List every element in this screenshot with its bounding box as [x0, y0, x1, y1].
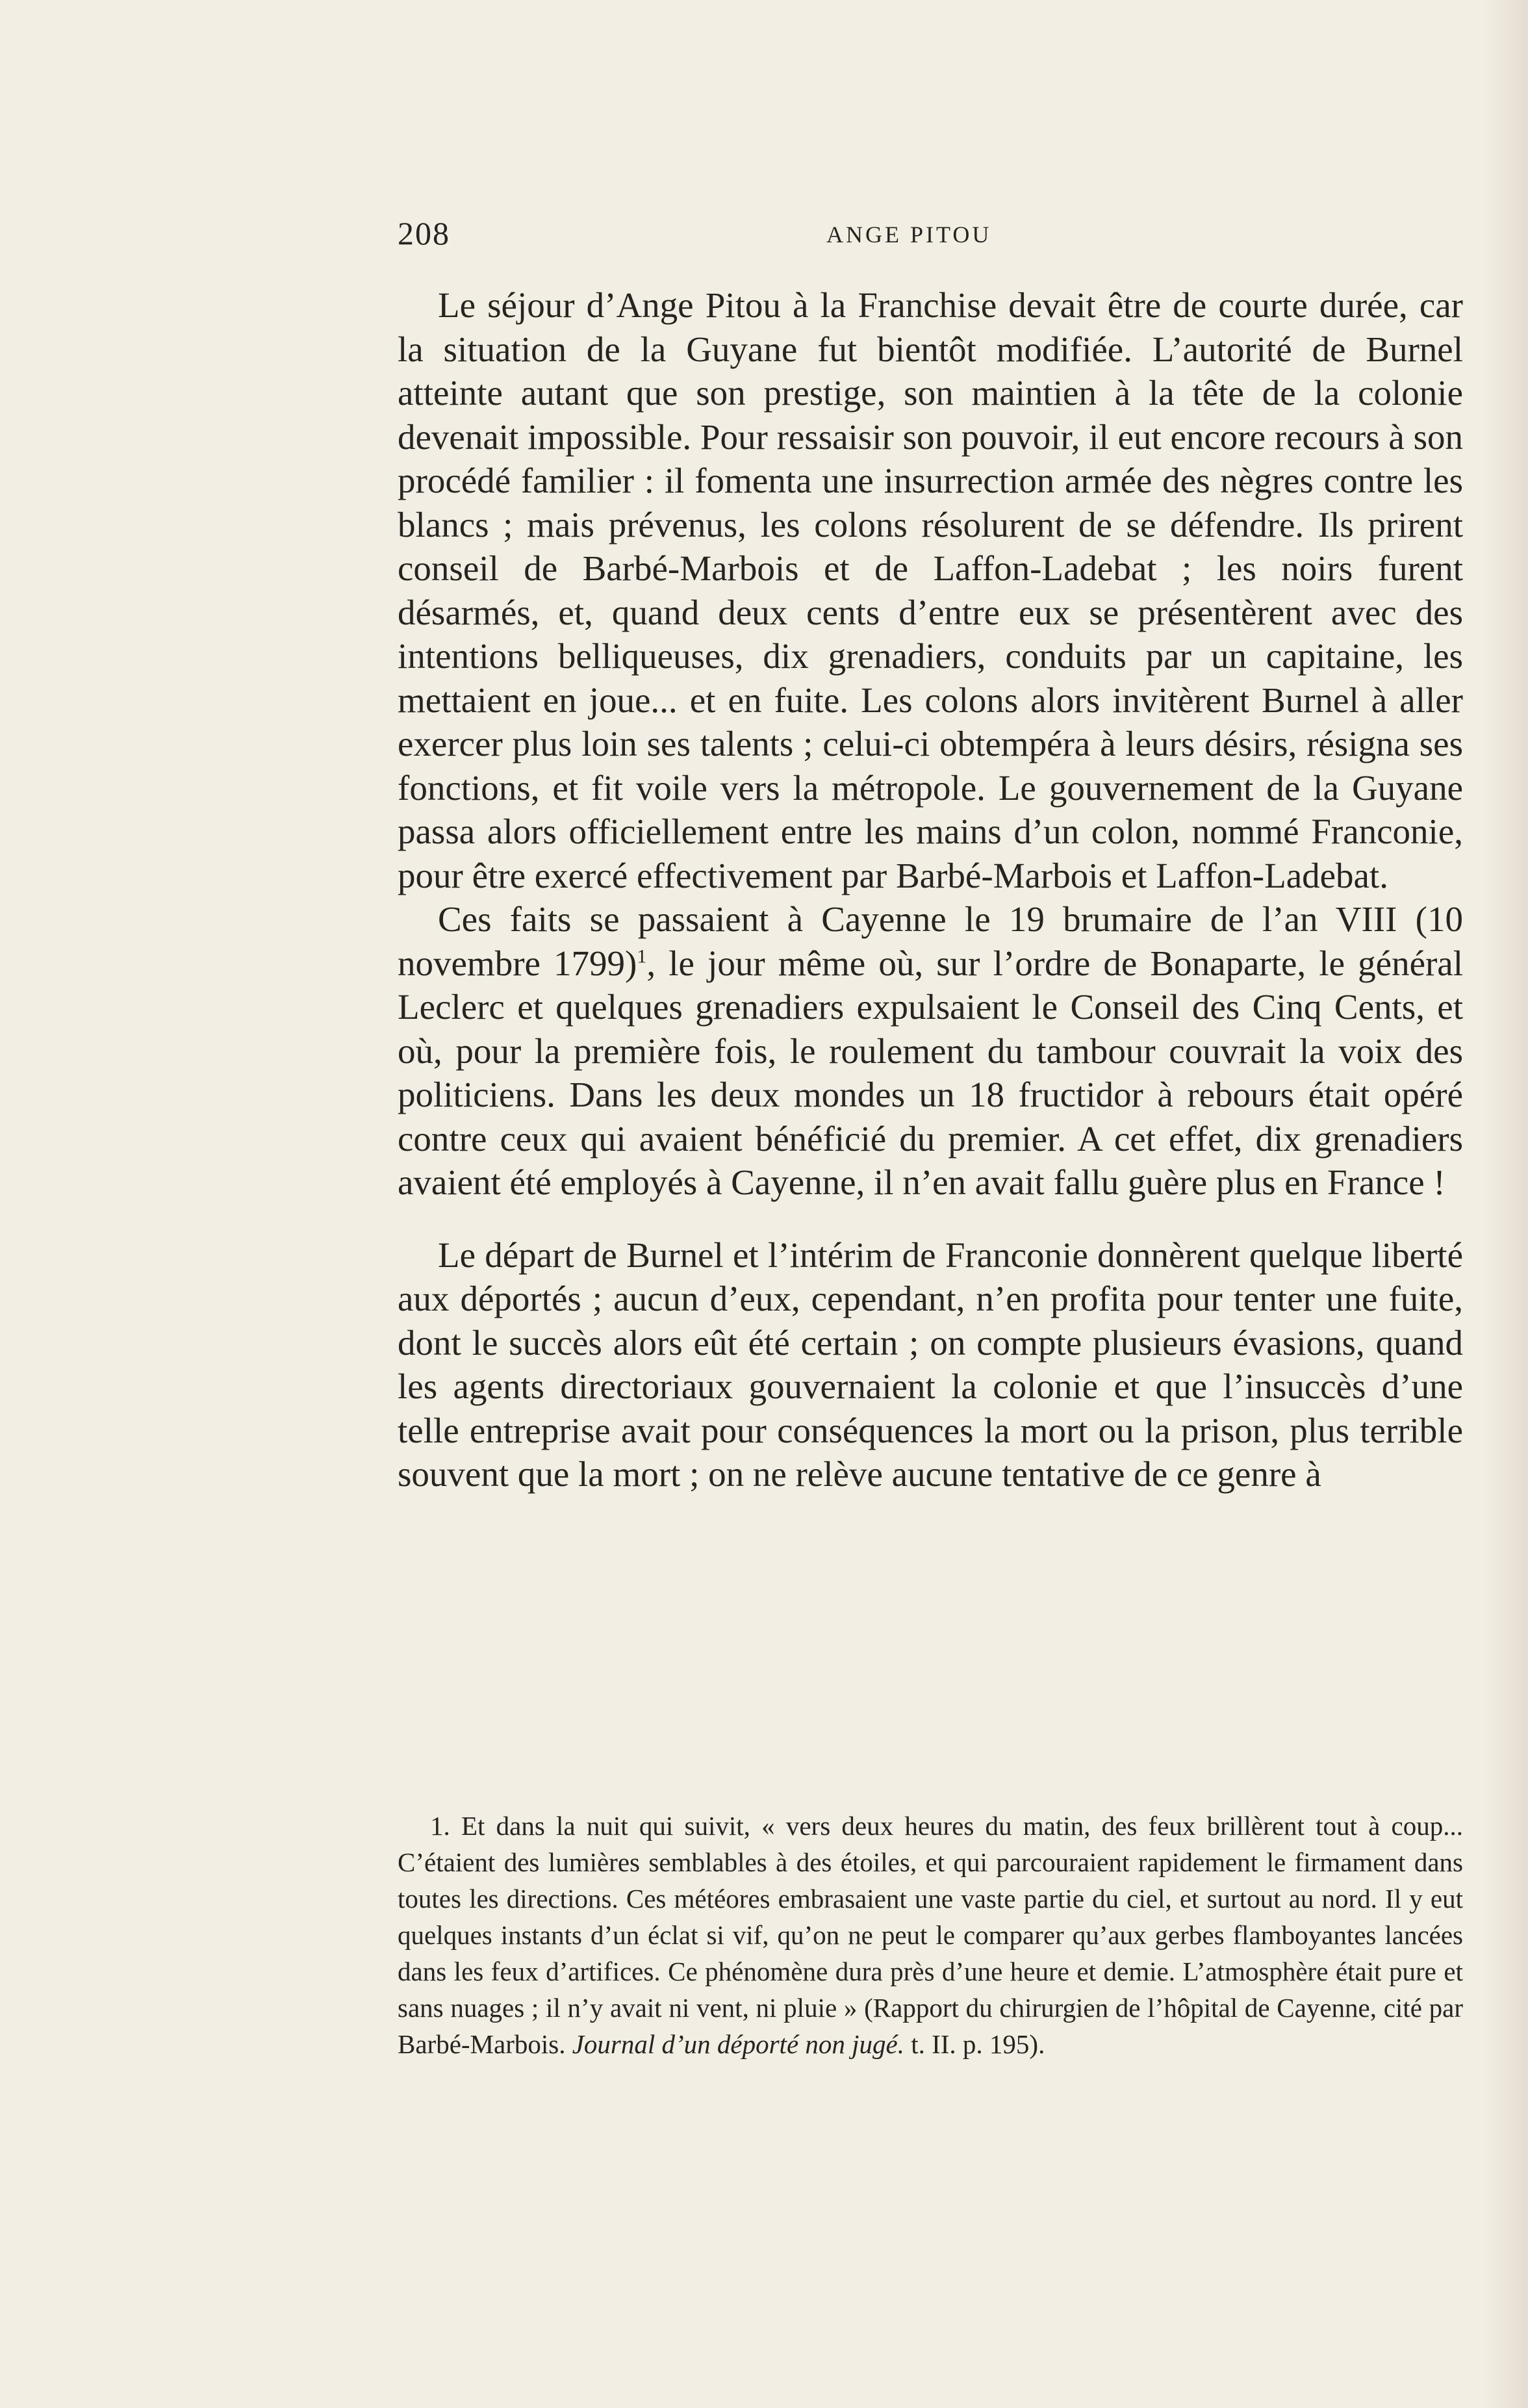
- footnote-1: [398, 1808, 1463, 2062]
- footnote-book-title: Journal d’un déporté non jugé.: [572, 2029, 904, 2059]
- footnotes: [398, 1808, 1463, 2062]
- footnote-number: 1.: [430, 1811, 450, 1841]
- footnote-text: Et dans la nuit qui suivit, « vers deux heures du matin, des feux brillèrent tout à coup... C’étaient des lumières semblables à des étoiles, et qui parcouraient rapidement le firmament dans toutes les directions. Ces météores embrasaient une vaste partie du ciel, et surtout au nord. Il y eut quelques instants d’un éclat si vif, qu’on ne peut le comparer qu’aux gerbes flamboyantes lancées dans les feux d’artifices. Ce phénomène dura près d’une heure et demie. L’atmosphère était pure et sans nuages ; il n’y avait ni vent, ni pluie » (Rapport du chirurgien de l’hôpital de Cayenne, cité par Barbé-Marbois.: [398, 1811, 1463, 2059]
- running-title: ANGE PITOU: [826, 222, 992, 248]
- footnote-citation: t. II. p. 195).: [911, 2029, 1045, 2059]
- paragraph-2: [398, 897, 1463, 1205]
- body-text: [398, 283, 1463, 1496]
- paragraph-2-end: , le jour même où, sur l’ordre de Bonaparte, le général Leclerc et quelques grenadiers expulsaient le Conseil des Cinq Cents, et où, pour la première fois, le roulement du tambour couvrait la voix des politiciens. Dans les deux mondes un 18 fructidor à rebours était opéré contre ceux qui avaient bénéficié du premier. A cet effet, dix grenadiers avaient été employés à Cayenne, il n’en avait fallu guère plus en France !: [398, 943, 1463, 1202]
- paragraph-2-start: Ces faits se passaient à Cayenne le 19 brumaire de l’an VIII (10 novembre 1799): [398, 899, 1463, 983]
- page-edge-shadow: [1483, 0, 1528, 2408]
- paragraph-1: Le séjour d’Ange Pitou à la Franchise devait être de courte durée, car la situation de la Guyane fut bientôt modifiée. L’autorité de Burnel atteinte autant que son prestige, son maintien à la tête de la colonie devenait impossible. Pour ressaisir son pouvoir, il eut encore recours à son procédé familier : il fomenta une insurrection armée des nègres contre les blancs ; mais prévenus, les colons résolurent de se défendre. Ils prirent conseil de Barbé-Marbois et de Laffon-Ladebat ; les noirs furent désarmés, et, quand deux cents d’entre eux se présentèrent avec des intentions belliqueuses, dix grenadiers, conduits par un capitaine, les mettaient en joue... et en fuite. Les colons alors invitèrent Burnel à aller exercer plus loin ses talents ; celui-ci obtempéra à leurs désirs, résigna ses fonctions, et fit voile vers la métropole. Le gouvernement de la Guyane passa alors officiellement entre les mains d’un colon, nommé Franconie, pour être exercé effectivement par Barbé-Marbois et Laffon-Ladebat.: [398, 285, 1463, 895]
- page-number: 208: [398, 215, 450, 251]
- paragraph-3: Le départ de Burnel et l’intérim de Franconie donnèrent quelque liberté aux déportés ; aucun d’eux, cependant, n’en profita pour tenter une fuite, dont le succès alors eût été certain ; on compte plusieurs évasions, quand les agents directoriaux gouvernaient la colonie et que l’insuccès d’une telle entreprise avait pour conséquences la mort ou la prison, plus terrible souvent que la mort ; on ne relève aucune tentative de ce genre à: [398, 1235, 1463, 1494]
- page-header: [398, 214, 1463, 260]
- footnote-reference: 1: [637, 945, 647, 967]
